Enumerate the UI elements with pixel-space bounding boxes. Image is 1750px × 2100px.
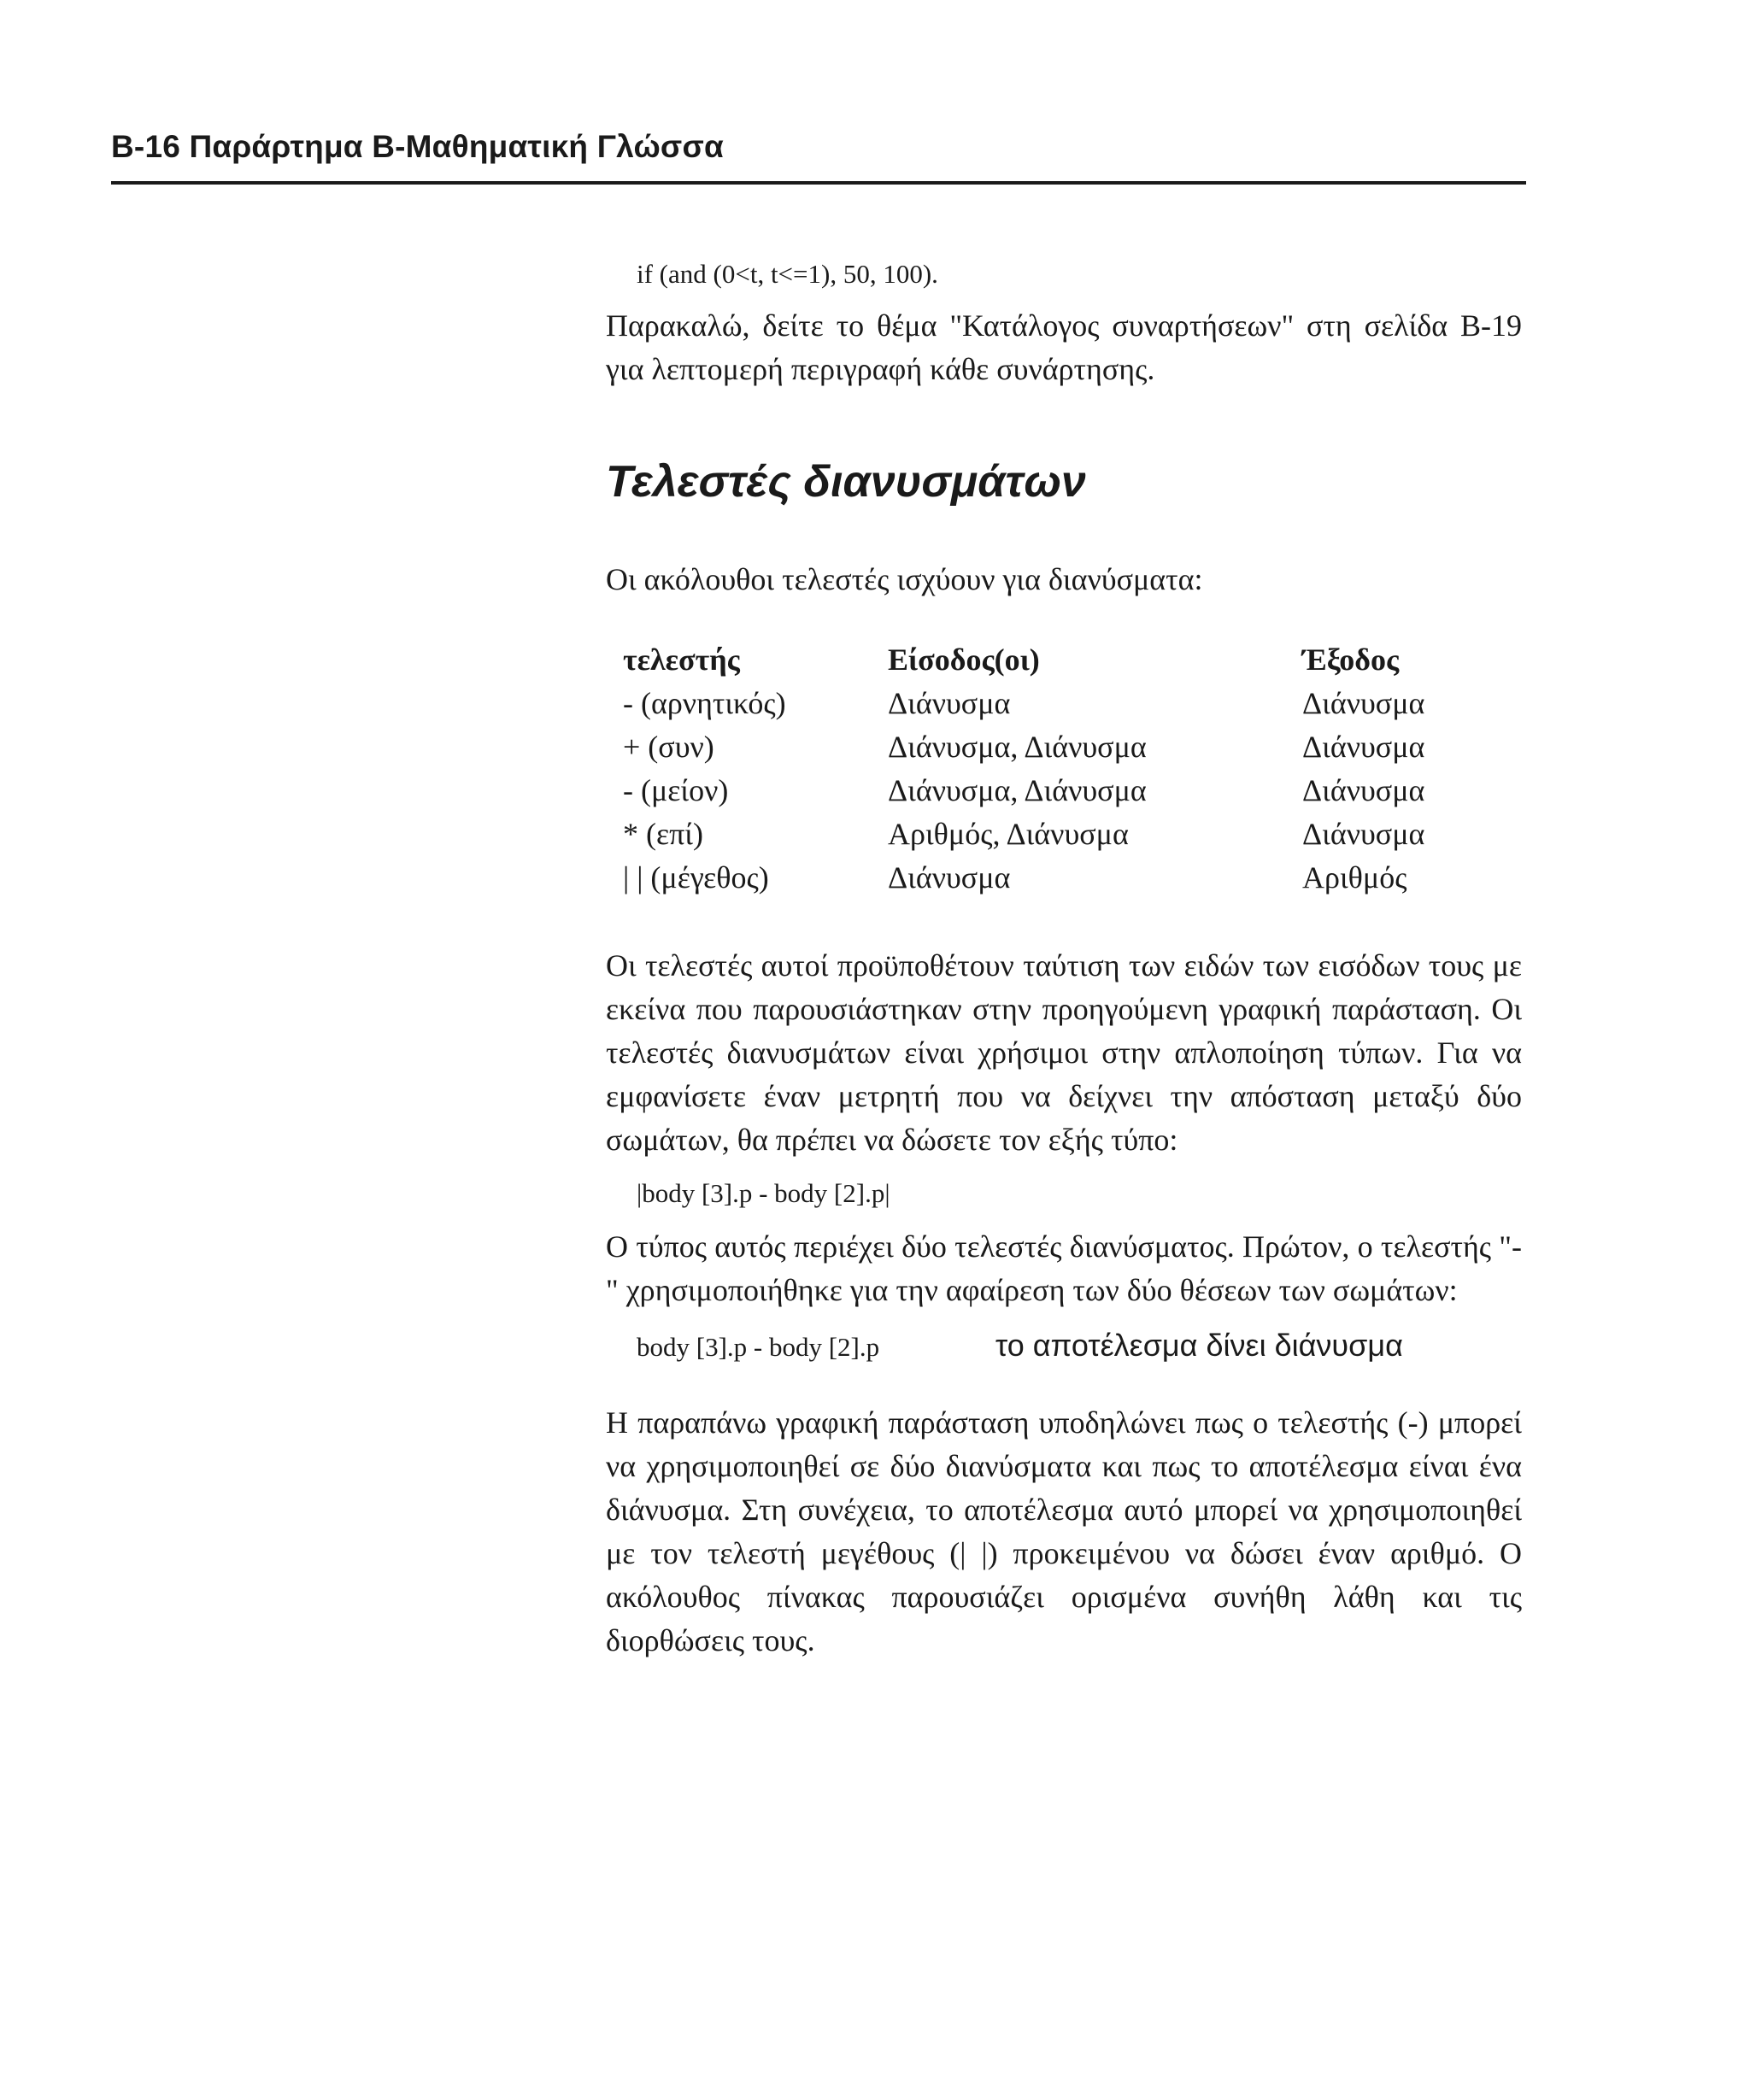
code-example-distance: |body [3].p - body [2].p| bbox=[637, 1178, 890, 1208]
table-cell: Διάνυσμα bbox=[1302, 730, 1425, 764]
paragraph-operators-explanation: Οι τελεστές αυτοί προϋποθέτουν ταύτιση των ειδών των εισόδων τους με εκείνα που παρουσιάστηκαν στην προηγούμενη γραφική παράσταση. Οι τελεστές διανυσμάτων είναι χρήσιμοι στην απλοποίηση τύπων. Για να εμφανίσετε έναν μετρητή που να δείχνει την απόσταση μεταξύ δύο σωμάτων, θα πρέπει να δώσετε τον εξής τύπο: bbox=[606, 948, 1522, 1157]
paragraph-result-explanation: Η παραπάνω γραφική παράσταση υποδηλώνει πως ο τελεστής (-) μπορεί να χρησιμοποιηθεί σε δύο διανύσματα και πως το αποτέλεσμα είναι ένα διάνυσμα. Στη συνέχεια, το αποτέλεσμα αυτό μπορεί να χρησιμοποιηθεί με τον τελεστή μεγέθους (| |) προκειμένου να δώσει έναν αριθμό. Ο ακόλουθος πίνακας παρουσιάζει ορισμένα συνήθη λάθη και τις διορθώσεις τους. bbox=[606, 1405, 1522, 1657]
running-header-title: B-16 Παράρτημα Β-Μαθηματική Γλώσσα bbox=[111, 129, 724, 164]
operators-table bbox=[623, 638, 1507, 900]
table-row bbox=[623, 856, 1507, 900]
table-header-inputs: Είσοδος(οι) bbox=[888, 642, 1040, 677]
table-cell: | | (μέγεθος) bbox=[623, 860, 769, 895]
table-row bbox=[623, 812, 1507, 856]
table-cell: Διάνυσμα bbox=[1302, 686, 1425, 720]
section-title: Τελεστές διανυσμάτων bbox=[606, 457, 1086, 507]
table-cell: + (συν) bbox=[623, 730, 714, 764]
table-cell: Διάνυσμα, Διάνυσμα bbox=[888, 730, 1147, 764]
table-header-row bbox=[623, 638, 1507, 682]
table-cell: Αριθμός, Διάνυσμα bbox=[888, 817, 1129, 851]
table-row bbox=[623, 769, 1507, 812]
table-row bbox=[623, 682, 1507, 725]
table-cell: Διάνυσμα bbox=[888, 860, 1011, 895]
paragraph-function-reference: Παρακαλώ, δείτε το θέμα "Κατάλογος συναρτήσεων" στη σελίδα Β-19 για λεπτομερή περιγραφή κάθε συνάρτησης. bbox=[606, 308, 1522, 386]
table-header-output: Έξοδος bbox=[1302, 642, 1400, 677]
page-header bbox=[111, 128, 1526, 185]
table-cell: Διάνυσμα bbox=[1302, 773, 1425, 807]
table-cell: * (επί) bbox=[623, 817, 703, 851]
paragraph-intro: Οι ακόλουθοι τελεστές ισχύουν για διανύσματα: bbox=[606, 562, 1203, 596]
table-cell: Αριθμός bbox=[1302, 860, 1407, 895]
code-example-subtraction-row bbox=[637, 1328, 1522, 1364]
table-row bbox=[623, 725, 1507, 769]
paragraph-formula-explanation: Ο τύπος αυτός περιέχει δύο τελεστές διανύσματος. Πρώτον, ο τελεστής "-" χρησιμοποιήθηκε για την αφαίρεση των δύο θέσεων των σωμάτων: bbox=[606, 1229, 1522, 1307]
table-cell: - (αρνητικός) bbox=[623, 686, 786, 720]
code-example-subtraction: body [3].p - body [2].p bbox=[637, 1332, 880, 1362]
table-cell: Διάνυσμα bbox=[888, 686, 1011, 720]
table-header-operator: τελεστής bbox=[623, 642, 740, 677]
table-cell: - (μείον) bbox=[623, 773, 729, 807]
table-cell: Διάνυσμα bbox=[1302, 817, 1425, 851]
code-example-if: if (and (0<t, t<=1), 50, 100). bbox=[637, 259, 938, 289]
main-content bbox=[606, 256, 1522, 1663]
code-result-note: το αποτέλεσμα δίνει διάνυσμα bbox=[995, 1328, 1403, 1363]
table-cell: Διάνυσμα, Διάνυσμα bbox=[888, 773, 1147, 807]
